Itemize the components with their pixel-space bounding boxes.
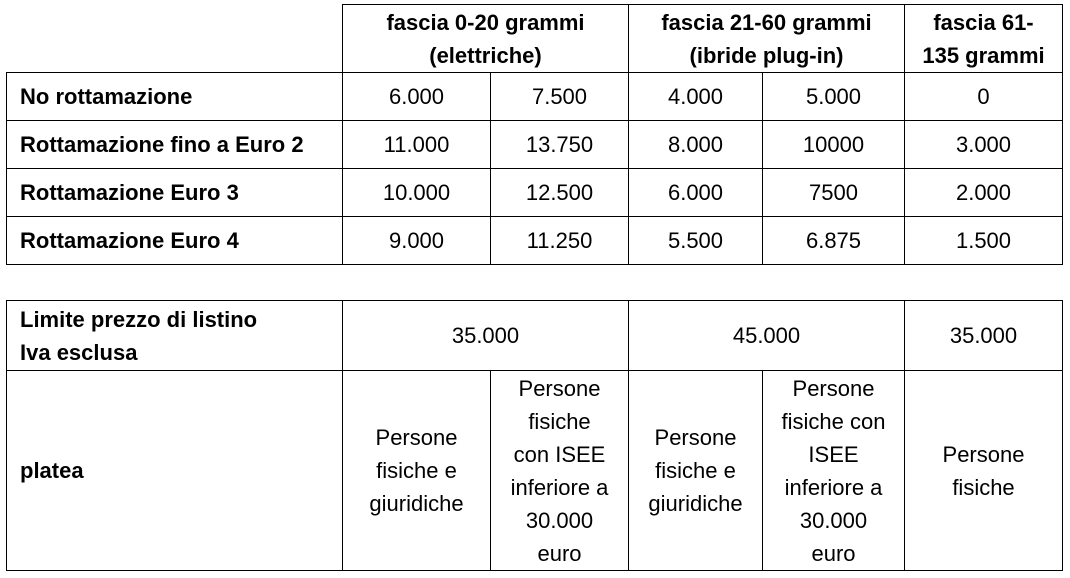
header-row (7, 5, 1063, 73)
table-cell: 1.500 (905, 217, 1063, 265)
table-cell: 4.000 (629, 73, 763, 121)
header-line: 135 grammi (922, 42, 1045, 68)
header-fascia-0-20 (343, 5, 629, 73)
table-row (7, 217, 1063, 265)
cell-line: Persone (942, 441, 1025, 467)
cell-line: inferiore a (510, 474, 609, 500)
cell-line: giuridiche (369, 491, 464, 516)
table-cell: 10.000 (343, 169, 491, 217)
platea-cell (629, 371, 763, 571)
label-line: Limite prezzo di listino (20, 306, 258, 332)
price-limit-label (7, 301, 343, 371)
price-limit-61-135: 35.000 (905, 301, 1063, 371)
cell-line: Persone (518, 375, 601, 401)
platea-cell (491, 371, 629, 571)
table-cell: 0 (905, 73, 1063, 121)
price-limit-21-60: 45.000 (629, 301, 905, 371)
table-cell: 8.000 (629, 121, 763, 169)
platea-cell (763, 371, 905, 571)
table-cell: 7.500 (491, 73, 629, 121)
platea-cell (343, 371, 491, 571)
table-cell: 7500 (763, 169, 905, 217)
cell-line: fisiche (952, 474, 1015, 500)
cell-line: fisiche (528, 408, 591, 434)
cell-line: con ISEE (513, 441, 606, 467)
table-cell: 3.000 (905, 121, 1063, 169)
row-label: Rottamazione Euro 3 (7, 169, 343, 217)
table-cell: 11.000 (343, 121, 491, 169)
header-line: (ibride plug-in) (689, 42, 844, 68)
cell-line: Persone (792, 375, 875, 401)
row-label: No rottamazione (7, 73, 343, 121)
header-line: fascia 21-60 grammi (661, 9, 872, 35)
cell-line: inferiore a (784, 474, 883, 500)
table-cell: 6.875 (763, 217, 905, 265)
table-cell: 9.000 (343, 217, 491, 265)
table-cell: 6.000 (343, 73, 491, 121)
price-limit-row (7, 301, 1063, 371)
table-cell: 11.250 (491, 217, 629, 265)
table-cell: 6.000 (629, 169, 763, 217)
header-line: (elettriche) (429, 42, 542, 68)
cell-line: Persone (654, 425, 737, 450)
label-line: Iva esclusa (20, 339, 138, 365)
cell-line: 30.000 (525, 507, 594, 533)
table-cell: 13.750 (491, 121, 629, 169)
table-cell: 5.000 (763, 73, 905, 121)
cell-line: fisiche e (655, 458, 736, 483)
table-cell: 5.500 (629, 217, 763, 265)
cell-line: giuridiche (648, 491, 743, 516)
table-cell: 12.500 (491, 169, 629, 217)
cell-line: fisiche con (781, 408, 886, 434)
header-line: fascia 0-20 grammi (386, 9, 585, 35)
row-label: Rottamazione fino a Euro 2 (7, 121, 343, 169)
header-line: fascia 61- (933, 9, 1034, 35)
price-limit-0-20: 35.000 (343, 301, 629, 371)
row-label: Rottamazione Euro 4 (7, 217, 343, 265)
table-row (7, 73, 1063, 121)
cell-line: ISEE (808, 441, 859, 467)
incentives-table (6, 4, 1063, 265)
table-row (7, 121, 1063, 169)
cell-line: 30.000 (799, 507, 868, 533)
table-cell: 2.000 (905, 169, 1063, 217)
cell-line: Persone (375, 425, 458, 450)
header-fascia-61-135 (905, 5, 1063, 73)
platea-row (7, 371, 1063, 571)
table-cell: 10000 (763, 121, 905, 169)
platea-cell (905, 371, 1063, 571)
header-fascia-21-60 (629, 5, 905, 73)
header-blank-cell (7, 5, 343, 73)
limits-table (6, 300, 1063, 571)
table-row (7, 169, 1063, 217)
cell-line: euro (811, 540, 856, 566)
cell-line: euro (537, 540, 582, 566)
cell-line: fisiche e (376, 458, 457, 483)
platea-label: platea (7, 371, 343, 571)
